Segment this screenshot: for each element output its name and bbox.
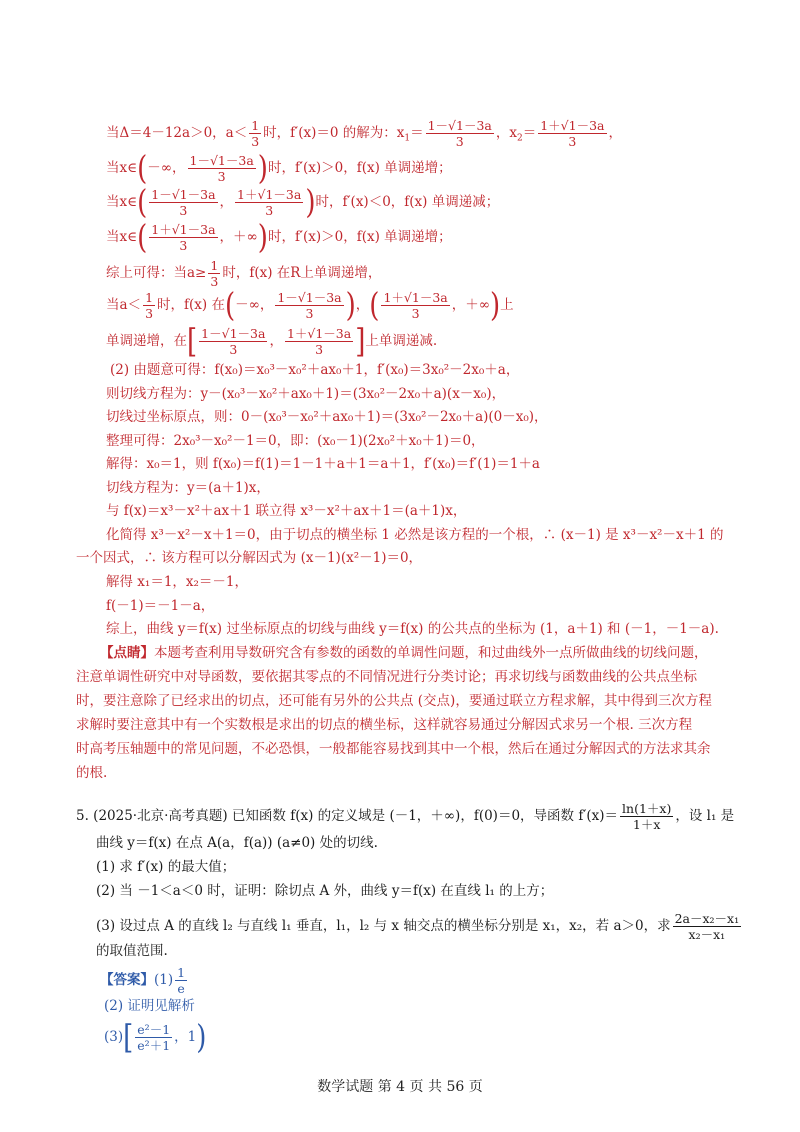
answer-line-3: (3)[ $\frac{\text{e²－1}}{\text{e²＋1}}$ ，1) xyxy=(104,1018,207,1057)
question-5-part-2: (2) 当 －1＜a＜0 时，证明：除切点 A 外，曲线 y＝f(x) 在直线 l₁ 的上方； xyxy=(96,883,554,899)
fraction: $\frac{1+√1-3a}{3}$ xyxy=(540,118,605,149)
fraction: $\frac{1}{3}$ xyxy=(145,290,154,321)
fraction: $\frac{\ln(1+x)}{1+x}$ xyxy=(622,801,672,832)
question-5-part-3: (3) 设过点 A 的直线 l₂ 与直线 l₁ 垂直，l₁，l₂ 与 x 轴交点的横坐标分别是 x₁，x₂，若 a＞0，求 $\frac{\text{2a－x₂－x₁}}{\text{x₂－x₁}}$ xyxy=(96,911,740,942)
solution-line-18: f(－1)＝－1－a， xyxy=(106,598,215,614)
note-line-1: 【点睛】本题考查利用导数研究含有参数的函数的单调性问题，和过曲线外一点所做曲线的切线问题， xyxy=(100,645,708,661)
solution-line-5: 综上可得：当a≥ $\frac{1}{3}$ 时，f(x) 在R上单调递增， xyxy=(106,258,382,289)
answer-line-2: (2) 证明见解析 xyxy=(104,998,195,1014)
solution-line-12: 解得：x₀＝1，则 f(x₀)＝f(1)＝1－1＋a＋1＝a＋1，f′(x₀)＝f′(1)＝1＋a xyxy=(106,456,540,472)
question-5-line-range: 的取值范围. xyxy=(96,943,168,959)
solution-line-15: 化简得 x³－x²－x＋1＝0，由于切点的横坐标 1 必然是该方程的一个根，∴ (x－1) 是 x³－x²－x＋1 的 xyxy=(106,527,724,543)
fraction: $\frac{1-√1-3a}{3}$ xyxy=(151,187,216,218)
note-line-4: 求解时要注意其中有一个实数根是求出的切点的横坐标，这样就容易通过分解因式求另一个根. 三次方程 xyxy=(76,717,693,733)
solution-line-10: 切线过坐标原点，则：0－(x₀³－x₀²＋ax₀＋1)＝(3x₀²－2x₀＋a)(0－x₀)， xyxy=(106,409,548,425)
fraction: $\frac{\text{2a－x₂－x₁}}{\text{x₂－x₁}}$ xyxy=(674,911,740,942)
fraction: $\frac{1-√1-3a}{3}$ xyxy=(427,118,492,149)
fraction: $\frac{1}{e}$ xyxy=(177,965,186,996)
fraction: $\frac{1-√1-3a}{3}$ xyxy=(277,290,342,321)
note-line-3: 时，要注意除了已经求出的切点，还可能有另外的公共点 (交点)，要通过联立方程求解，其中得到三次方程 xyxy=(76,693,712,709)
answer-tag: 【答案】 xyxy=(100,972,154,988)
solution-line-17: 解得 x₁＝1，x₂＝－1， xyxy=(106,574,249,590)
question-5-line-1: 5. (2025·北京·高考真题) 已知函数 f(x) 的定义域是 (－1，＋∞)，f(0)＝0，导函数 f′(x)＝ $\frac{\ln(1+x)}{1+x}$ ，设 l₁ 是 xyxy=(76,801,735,832)
fraction: $\frac{1}{3}$ xyxy=(210,258,219,289)
note-line-6: 的根. xyxy=(76,765,108,781)
solution-line-19: 综上，曲线 y＝f(x) 过坐标原点的切线与曲线 y＝f(x) 的公共点的坐标为 (1，a＋1) 和 (－1，－1－a). xyxy=(106,621,719,637)
answer-line-1: 【答案】(1) $\frac{1}{e}$ xyxy=(100,965,186,996)
fraction: $\frac{1+√1-3a}{3}$ xyxy=(237,187,302,218)
solution-line-8: (2) 由题意可得：f(x₀)＝x₀³－x₀²＋ax₀＋1，f′(x₀)＝3x₀²－2x₀＋a， xyxy=(110,362,520,378)
fraction: $\frac{1+√1-3a}{3}$ xyxy=(383,290,448,321)
page-footer: 数学试题 第 4 页 共 56 页 xyxy=(317,1079,483,1095)
question-5-line-2: 曲线 y＝f(x) 在点 A(a，f(a)) (a≠0) 处的切线. xyxy=(96,835,378,851)
solution-line-1: 当Δ＝4－12a＞0，a＜ $\frac{1}{3}$ 时，f′(x)＝0 的解为：$x_1=$ $\frac{1-√1-3a}{3}$ ，$x_2=$ $\frac{1+√1-3a}{3}$ ， xyxy=(106,118,623,149)
question-5-part-1: (1) 求 f′(x) 的最大值； xyxy=(96,859,236,875)
fraction: $\frac{1-√1-3a}{3}$ xyxy=(189,153,254,184)
fraction: $\frac{1+√1-3a}{3}$ xyxy=(151,222,216,253)
fraction: $\frac{\text{e²－1}}{\text{e²＋1}}$ xyxy=(137,1022,171,1053)
solution-line-6: 当a＜ $\frac{1}{3}$ 时，f(x) 在(－∞， $\frac{1-√1-3a}{3}$ )，( $\frac{1+√1-3a}{3}$ ，＋∞)上 xyxy=(106,286,514,325)
solution-line-13: 切线方程为：y＝(a＋1)x， xyxy=(106,480,270,496)
note-line-2: 注意单调性研究中对导函数，要依据其零点的不同情况进行分类讨论；再求切线与函数曲线的公共点坐标 xyxy=(76,669,697,685)
solution-line-7: 单调递增，在[ $\frac{1-√1-3a}{3}$ ， $\frac{1+√1-3a}{3}$ ]上单调递减. xyxy=(106,322,438,361)
solution-line-4: 当x∈( $\frac{1+√1-3a}{3}$ ，＋∞)时，f′(x)＞0，f(x) 单调递增； xyxy=(106,218,452,257)
solution-line-11: 整理可得：2x₀³－x₀²－1＝0，即：(x₀－1)(2x₀²＋x₀＋1)＝0， xyxy=(106,433,485,449)
solution-line-14: 与 f(x)＝x³－x²＋ax＋1 联立得 x³－x²＋ax＋1＝(a＋1)x， xyxy=(106,503,467,519)
note-line-5: 时高考压轴题中的常见问题，不必恐惧，一般都能容易找到其中一个根，然后在通过分解因式的方法求其余 xyxy=(76,741,711,757)
solution-line-9: 则切线方程为：y－(x₀³－x₀²＋ax₀＋1)＝(3x₀²－2x₀＋a)(x－x₀)， xyxy=(106,386,506,402)
text: 当Δ＝4－12a＞0，a＜ xyxy=(106,125,248,141)
solution-line-3: 当x∈( $\frac{1-√1-3a}{3}$ ， $\frac{1+√1-3a}{3}$ )时，f′(x)＜0，f(x) 单调递减； xyxy=(106,183,500,222)
solution-line-16: 一个因式，∴ 该方程可以分解因式为 (x－1)(x²－1)＝0， xyxy=(76,550,423,566)
solution-line-2: 当x∈(－∞， $\frac{1-√1-3a}{3}$ )时，f′(x)＞0，f(x) 单调递增； xyxy=(106,149,452,188)
fraction: $\frac{1+√1-3a}{3}$ xyxy=(286,326,352,357)
fraction: $\frac{1-√1-3a}{3}$ xyxy=(201,326,266,357)
fraction: $\frac{1}{3}$ xyxy=(251,118,260,149)
note-tag: 【点睛】 xyxy=(100,645,154,661)
